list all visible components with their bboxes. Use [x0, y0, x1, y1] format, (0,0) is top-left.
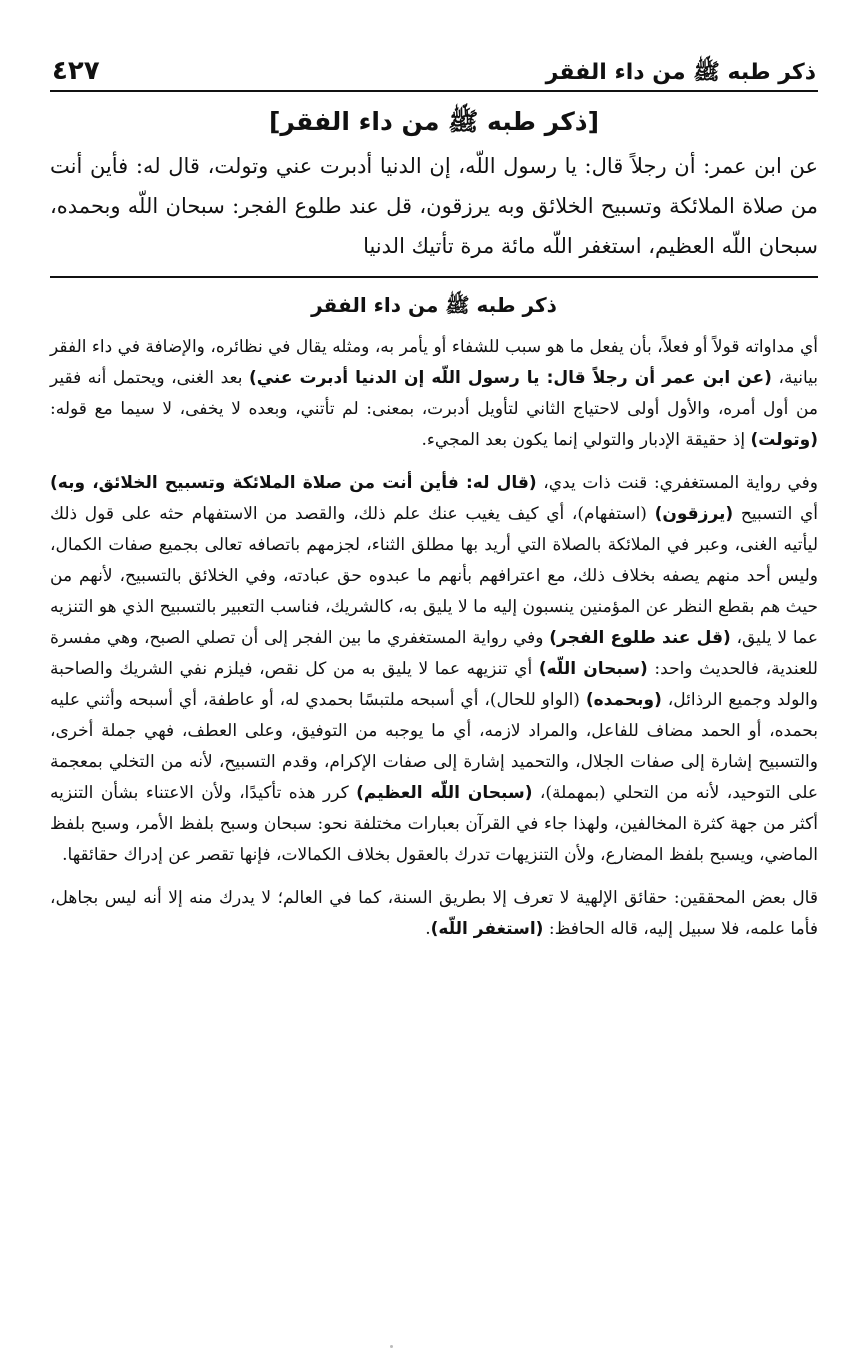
paragraph-text: أي تنزيهه عما لا يليق به من كل نقص، فيلزم نفي الشريك والصاحبة والولد وجميع الرذائل،: [50, 659, 818, 710]
paragraph-text: .: [425, 919, 431, 939]
paragraph-text: (الواو للحال)، أي أسبحه ملتبسًا بحمدي له، أو عاطفة، أي أسبحه وأثني عليه بحمده، أو الحمد مضاف للفاعل، والمراد لازمه، أي ما يوجبه من التوفيق، وعلى العطف، فهي جملة أخرى، والتسبيح إشارة إلى صفات الجلال، والتحميد إشارة إلى صفات الإكرام، وقدم التسبيح، لأنه من التخلي بمعجمة على التوحيد، لأنه من التحلي (بمهملة)،: [50, 690, 818, 803]
hadith-text-block: [50, 92, 818, 278]
paragraph-text: إذ حقيقة الإدبار والتولي إنما يكون بعد المجيء.: [421, 430, 751, 450]
running-title: ذكر طبه ﷺ من داء الفقر: [545, 60, 816, 85]
paragraph-text: وفي رواية المستغفري: قنت ذات يدي،: [536, 473, 818, 493]
commentary-heading: ذكر طبه ﷺ من داء الفقر: [311, 293, 557, 317]
page-number: ٤٢٧: [52, 56, 100, 86]
quoted-hadith: (عن ابن عمر أن رجلاً قال: يا رسول اللّه إن الدنيا أدبرت عني): [248, 368, 772, 388]
quoted-hadith: (سبحان اللّه): [538, 659, 648, 679]
paragraph-text: وفي رواية المستغفري ما بين الفجر إلى أن تصلي الصبح، وهي مفسرة للعندية، فالحديث واحد:: [50, 628, 818, 679]
running-header: [50, 48, 818, 92]
paragraph-text: كرر هذه تأكيدًا، ولأن الاعتناء بشأن التنزيه أكثر من جهة كثرة المخالفين، ولهذا جاء في القرآن بعبارات مختلفة نحو: سبحان وسبح بلفظ الأمر، وسبح بلفظ الماضي، ويسبح بلفظ المضارع، ولأن التنزيهات تدرك بالعقول بخلاف الكمالات، فإنها تقصر عن إدراك حقائقها.: [50, 783, 818, 865]
page-speck: [390, 1345, 393, 1348]
paragraph-text: أي مداواته قولاً أو فعلاً، بأن يفعل ما هو سبب للشفاء أو يأمر به، ومثله يقال في نظائره، والإضافة في داء الفقر بيانية،: [50, 337, 818, 388]
quoted-hadith: (قال له: فأين أنت من صلاة الملائكة وتسبيح الخلائق، وبه): [50, 473, 537, 493]
hadith-heading: [ذكر طبه ﷺ من داء الفقر]: [268, 107, 600, 136]
quoted-hadith: (وتولت): [750, 430, 818, 450]
quoted-hadith: (استغفر اللّه): [430, 919, 544, 939]
commentary-paragraph-3: [50, 883, 818, 945]
paragraph-text: أي التسبيح: [733, 504, 818, 524]
commentary-paragraph-2: [50, 468, 818, 871]
hadith-text: عن ابن عمر: أن رجلاً قال: يا رسول اللّه، إن الدنيا أدبرت عني وتولت، قال له: فأين أنت من صلاة الملائكة وتسبيح الخلائق وبه يرزقون، قل عند طلوع الفجر: سبحان اللّه وبحمده، سبحان اللّه العظيم، استغفر اللّه مائة مرة تأتيك الدنيا: [50, 154, 818, 258]
quoted-hadith: (قل عند طلوع الفجر): [549, 628, 731, 648]
quoted-hadith: (يرزقون): [654, 504, 734, 524]
paragraph-text: قال بعض المحققين: حقائق الإلهية لا تعرف إلا بطريق السنة، كما في العالم؛ لا يدرك منه إلا أنه ليس بجاهل، فأما علمه، فلا سبيل إليه، قاله الحافظ:: [50, 888, 818, 939]
paragraph-text: (استفهام)، أي كيف يغيب عنك علم ذلك، والقصد من الاستفهام حثه على قول ذلك ليأتيه الغنى، وعبر في الملائكة بالصلاة التي أريد بها مطلق الثناء، لجزمهم باتصافه تعالى بجميع صفات الكمال، وليس أحد منهم يصفه بخلاف ذلك، مع اعترافهم بأنهم ما عبدوه حق عبادته، وفي الخلائق بالتسبيح، لأنهم من حيث هم بقطع النظر عن المؤمنين ينسبون إليه ما لا يليق به، كالشريك، فناسب التعبير بالتسبيح الذي هو التنزيه عما لا يليق،: [50, 504, 818, 648]
quoted-hadith: (سبحان اللّه العظيم): [356, 783, 533, 803]
commentary-paragraph-1: [50, 332, 818, 456]
quoted-hadith: (وبحمده): [585, 690, 662, 710]
commentary-block: [50, 278, 818, 945]
paragraph-text: بعد الغنى، ويحتمل أنه فقير من أول أمره، والأول أولى لاحتياج الثاني لتأويل أدبرت، بمعنى: لم تأتني، وبعده لا يخفى، لا سيما مع قوله:: [50, 368, 818, 419]
